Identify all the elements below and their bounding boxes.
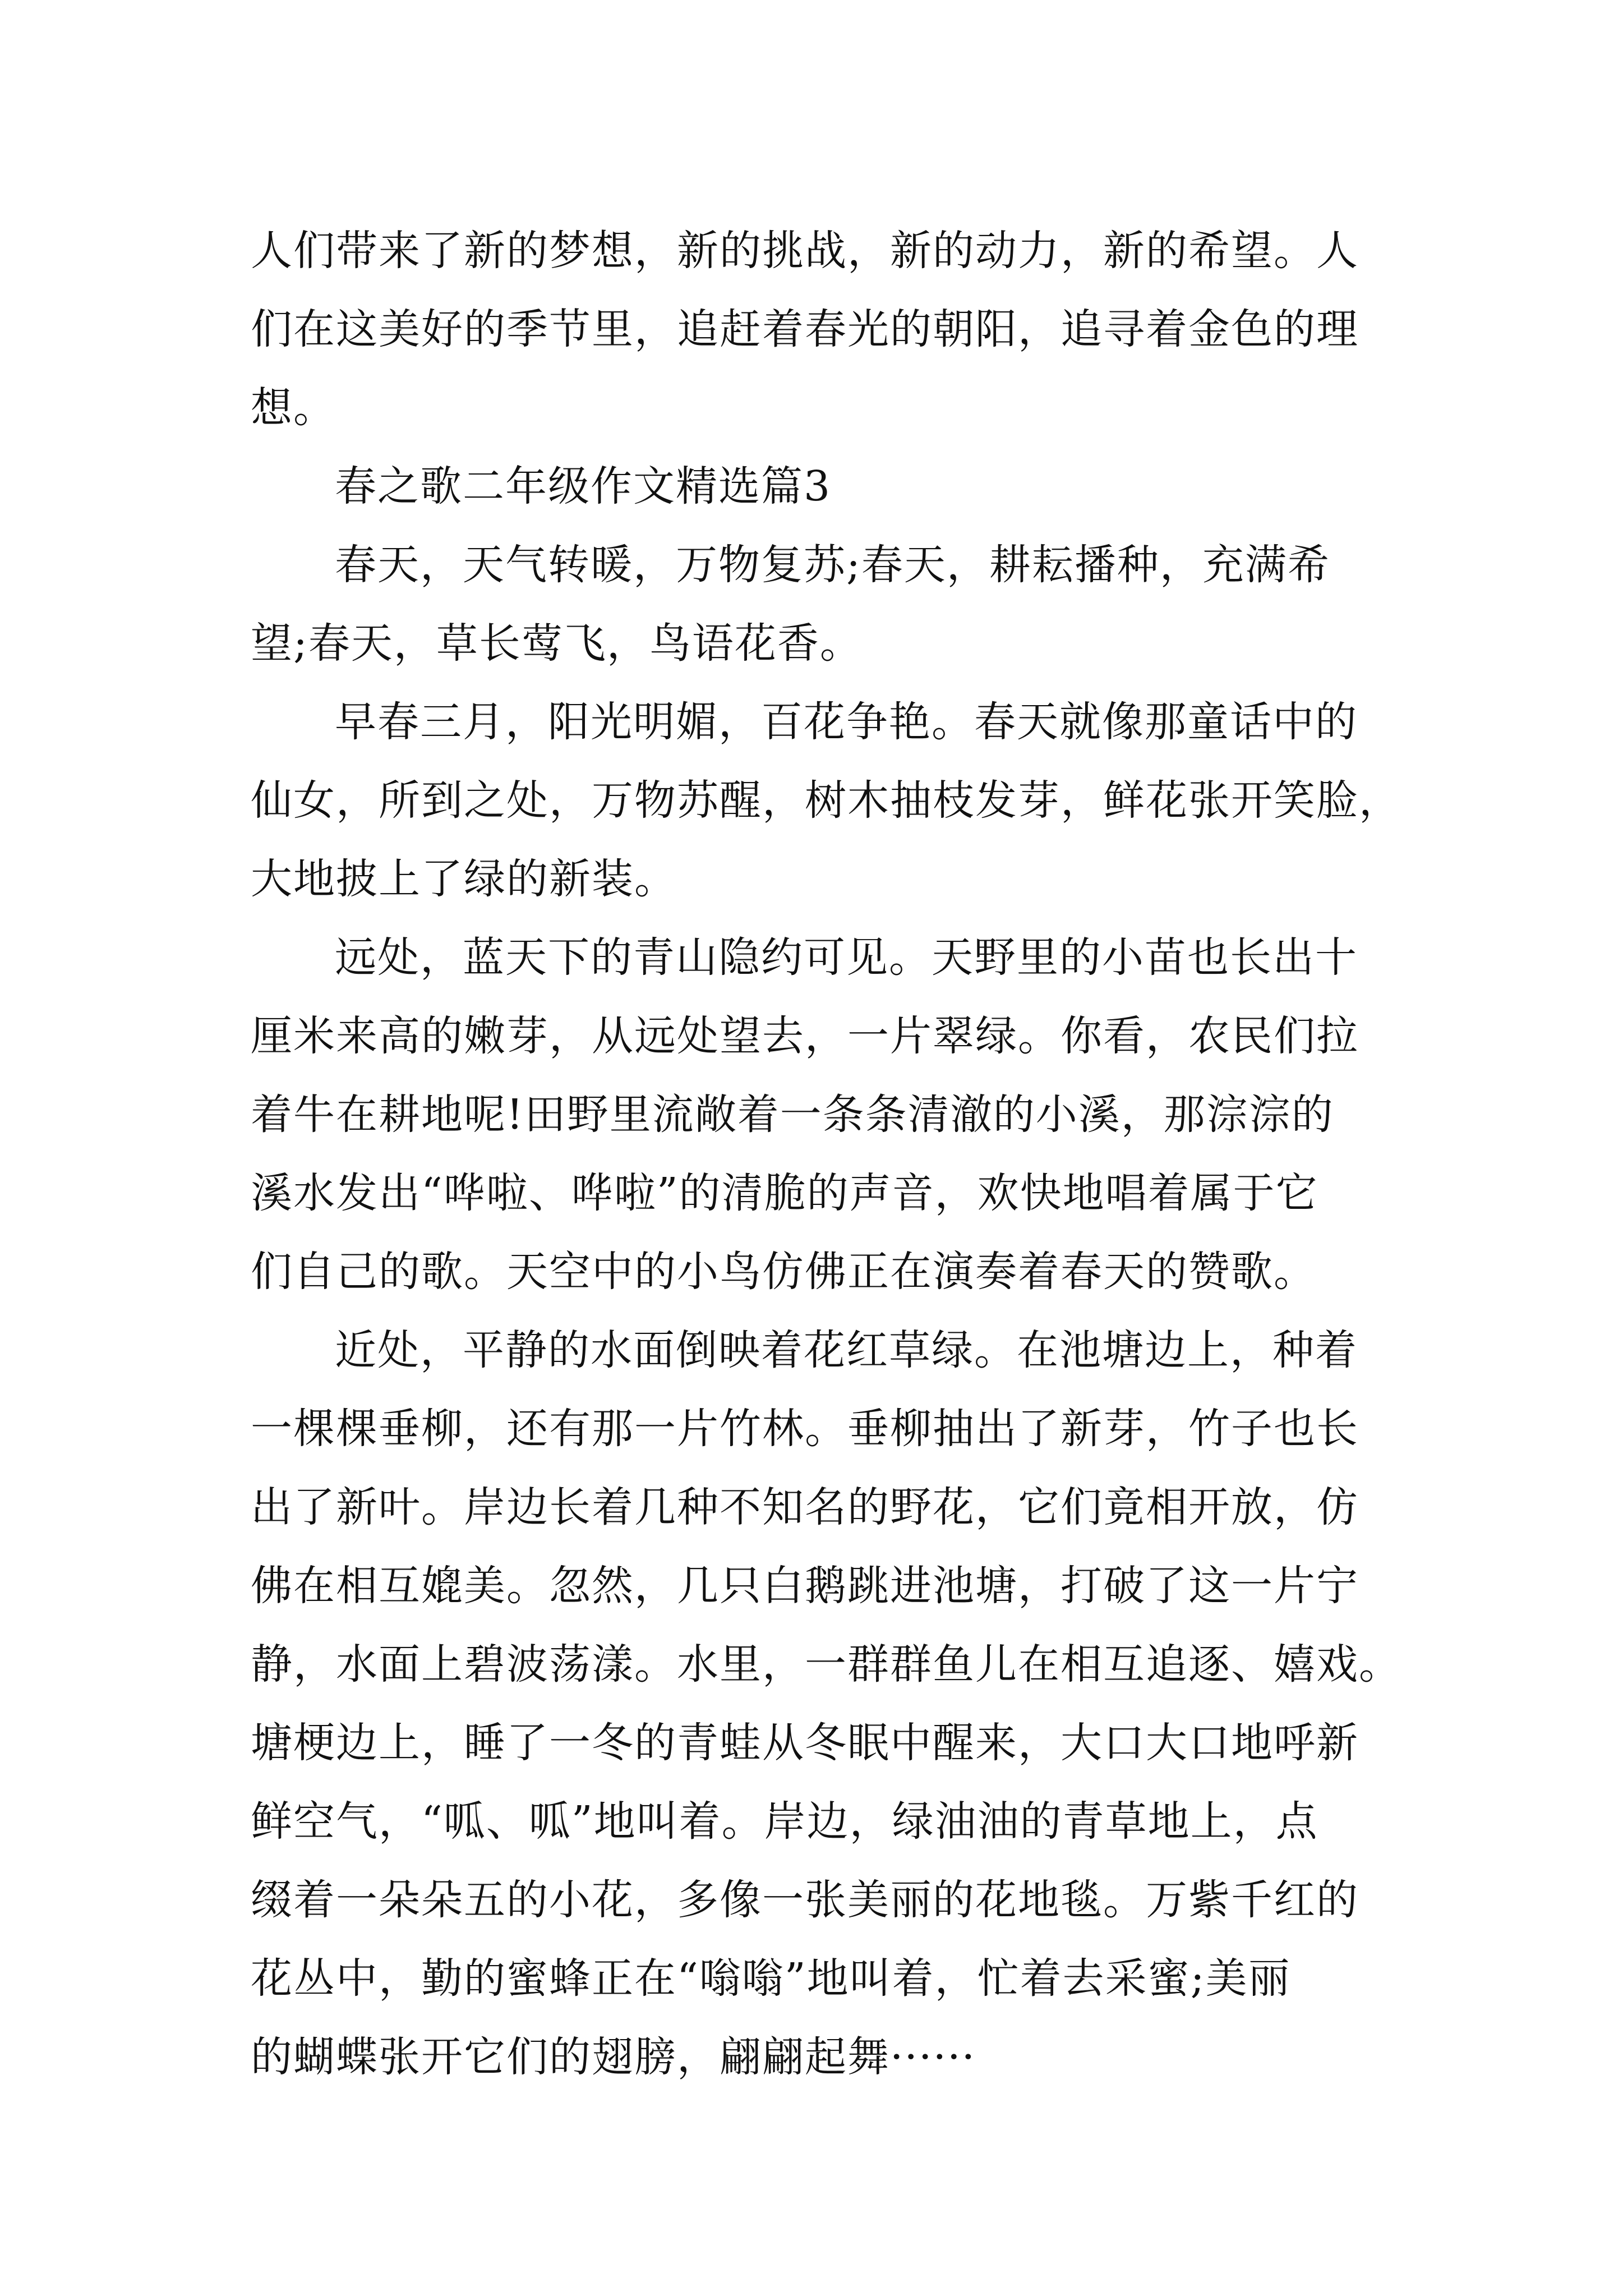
text-line: 的蝴蝶张开它们的翅膀，翩翩起舞······ [251, 2033, 976, 2081]
text-line: 静，水面上碧波荡漾。水里，一群群鱼儿在相互追逐、嬉戏。 [251, 1640, 1401, 1688]
text-line: 们在这美好的季节里，追赶着春光的朝阳，追寻着金色的理 [251, 305, 1359, 353]
text-line: 人们带来了新的梦想，新的挑战，新的动力，新的希望。人 [251, 227, 1359, 275]
text-line: 缀着一朵朵五的小花，多像一张美丽的花地毯。万紫千红的 [251, 1876, 1359, 1924]
text-line: 们自己的歌。天空中的小鸟仿佛正在演奏着春天的赞歌。 [251, 1248, 1316, 1296]
text-line: 厘米来高的嫩芽，从远处望去，一片翠绿。你看，农民们拉 [251, 1012, 1359, 1060]
text-line: 早春三月，阳光明媚，百花争艳。春天就像那童话中的 [335, 698, 1358, 746]
text-line: 一棵棵垂柳，还有那一片竹林。垂柳抽出了新芽，竹子也长 [251, 1405, 1359, 1453]
text-line: 远处，蓝天下的青山隐约可见。天野里的小苗也长出十 [335, 933, 1358, 982]
text-line: 春天，天气转暖，万物复苏;春天，耕耘播种，充满希 [335, 541, 1330, 589]
text-line: 出了新叶。岸边长着几种不知名的野花，它们竟相开放，仿 [251, 1483, 1359, 1531]
section-heading: 春之歌二年级作文精选篇3 [335, 462, 832, 510]
text-line: 想。 [251, 384, 336, 432]
text-line: 着牛在耕地呢!田野里流敞着一条条清澈的小溪，那淙淙的 [251, 1091, 1334, 1139]
text-line: 近处，平静的水面倒映着花红草绿。在池塘边上，种着 [335, 1326, 1358, 1374]
text-line: 望;春天，草长莺飞，鸟语花香。 [251, 619, 863, 668]
text-line: 溪水发出“哗啦、哗啦”的清脆的声音，欢快地唱着属于它 [251, 1169, 1318, 1217]
text-line: 花丛中，勤的蜜蜂正在“嗡嗡”地叫着，忙着去采蜜;美丽 [251, 1954, 1291, 2003]
text-line: 佛在相互媲美。忽然，几只白鹅跳进池塘，打破了这一片宁 [251, 1562, 1359, 1610]
text-line: 大地披上了绿的新装。 [251, 855, 677, 903]
article-body [251, 211, 1401, 2096]
text-line: 仙女，所到之处，万物苏醒，树木抽枝发芽，鲜花张开笑脸， [251, 776, 1401, 825]
text-line: 塘梗边上，睡了一冬的青蛙从冬眠中醒来，大口大口地呼新 [251, 1719, 1359, 1767]
text-line: 鲜空气，“呱、呱”地叫着。岸边，绿油油的青草地上，点 [251, 1797, 1318, 1846]
